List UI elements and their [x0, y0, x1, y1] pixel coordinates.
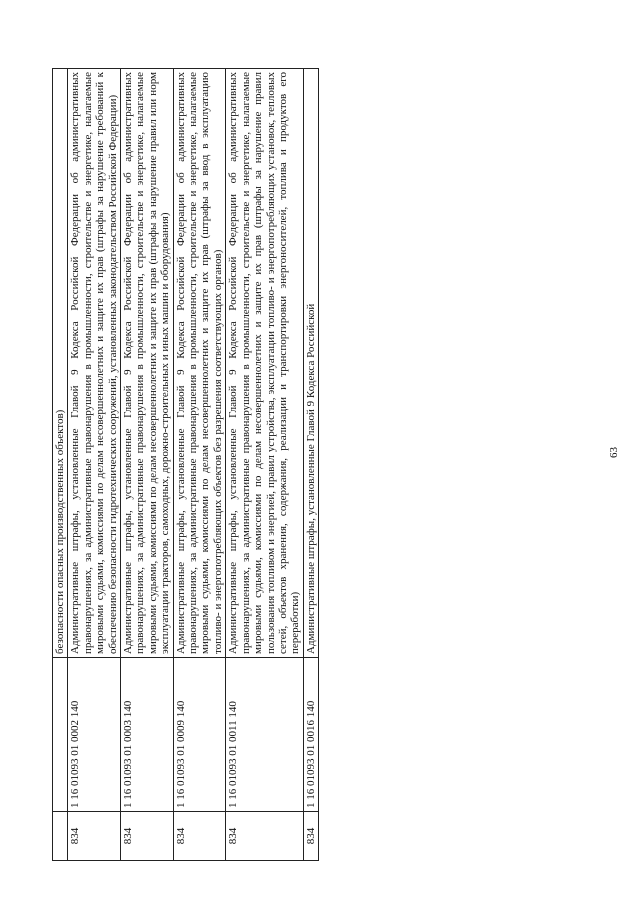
budget-code-cell: 1 16 01093 01 0003 140 — [121, 658, 174, 812]
revenue-codes-table — [52, 68, 319, 861]
table-row — [53, 69, 68, 861]
admin-code-cell: 834 — [173, 812, 226, 861]
admin-code-cell — [53, 812, 68, 861]
budget-code-cell: 1 16 01093 01 0009 140 — [173, 658, 226, 812]
revenue-name-cell: Административные штрафы, установленные Главой 9 Кодекса Российской Федерации об административных правонарушениях, за административные правонарушения в промышленности, строительстве и энергетике, налагаемые мировыми судьями, комиссиями по делам несовершеннолетних и защите их прав (штрафы за нарушение требований к обеспечению безопасности гидротехнических сооружений, установленных законодательством Российской Федерации) — [68, 69, 121, 658]
table-row — [226, 69, 303, 861]
budget-code-cell: 1 16 01093 01 0016 140 — [303, 658, 318, 812]
admin-code-cell: 834 — [303, 812, 318, 861]
revenue-name-cell: Административные штрафы, установленные Главой 9 Кодекса Российской Федерации об административных правонарушениях, за административные правонарушения в промышленности, строительстве и энергетике, налагаемые мировыми судьями, комиссиями по делам несовершеннолетних и защите их прав (штрафы за нарушение правил или норм эксплуатации тракторов, самоходных, дорожно-строительных и иных машин и оборудования) — [121, 69, 174, 658]
table-row — [173, 69, 226, 861]
admin-code-cell: 834 — [121, 812, 174, 861]
page-number: 63 — [608, 447, 620, 458]
table-row — [68, 69, 121, 861]
revenue-name-cell: безопасности опасных производственных объектов) — [53, 69, 68, 658]
table-row — [303, 69, 318, 861]
revenue-name-cell: Административные штрафы, установленные Главой 9 Кодекса Российской Федерации об административных правонарушениях, за административные правонарушения в промышленности, строительстве и энергетике, налагаемые мировыми судьями, комиссиями по делам несовершеннолетних и защите их прав (штрафы за нарушение правил пользования топливом и энергией, правил устройства, эксплуатации топливо- и энергопотребляющих установок, тепловых сетей, объектов хранения, содержания, реализации и транспортировки энергоносителей, топлива и продуктов его переработки) — [226, 69, 303, 658]
admin-code-cell: 834 — [68, 812, 121, 861]
revenue-name-cell: Административные штрафы, установленные Главой 9 Кодекса Российской — [303, 69, 318, 658]
revenue-name-cell: Административные штрафы, установленные Главой 9 Кодекса Российской Федерации об административных правонарушениях, за административные правонарушения в промышленности, строительстве и энергетике, налагаемые мировыми судьями, комиссиями по делам несовершеннолетних и защите их прав (штрафы за ввод в эксплуатацию топливо- и энергопотребляющих объектов без разрешения соответствующих органов) — [173, 69, 226, 658]
budget-code-cell — [53, 658, 68, 812]
budget-code-cell: 1 16 01093 01 0002 140 — [68, 658, 121, 812]
table-row — [121, 69, 174, 861]
budget-code-cell: 1 16 01093 01 0011 140 — [226, 658, 303, 812]
admin-code-cell: 834 — [226, 812, 303, 861]
